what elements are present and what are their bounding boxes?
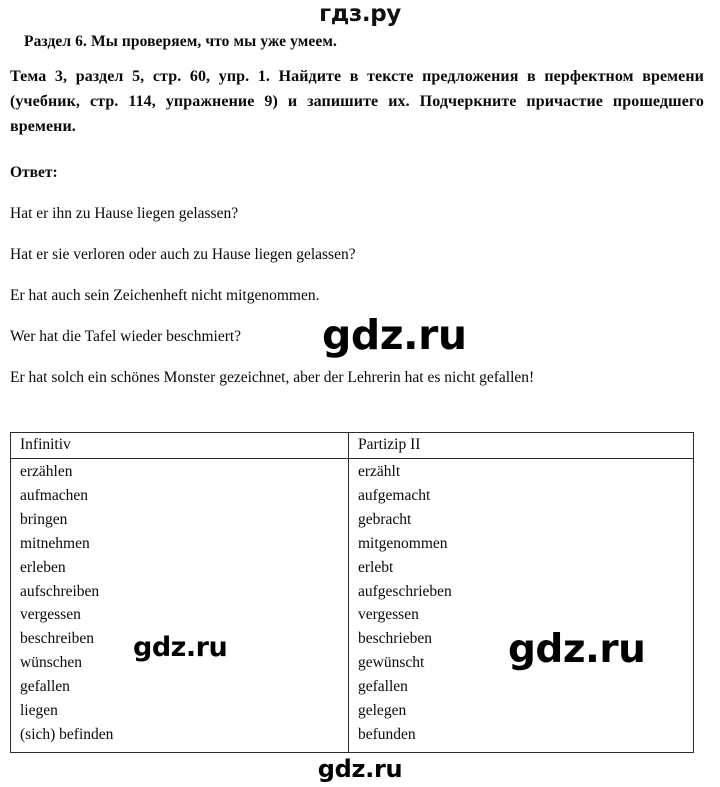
verb-table-container xyxy=(10,432,693,753)
table-cell-infinitiv xyxy=(11,459,349,753)
partizip-list xyxy=(358,460,693,747)
list-item: erleben xyxy=(20,558,66,576)
answer-line-4: Wer hat die Tafel wieder beschmiert? xyxy=(10,328,242,345)
list-item: vergessen xyxy=(358,606,419,624)
answer-label: Ответ: xyxy=(10,164,58,181)
task-statement: Тема 3, раздел 5, стр. 60, упр. 1. Найдите в тексте предложения в перфектном времени (учебник, стр. 114, упражнение 9) и запишите их. Подчеркните причастие прошедшего времени. xyxy=(10,68,704,135)
list-item: beschreiben xyxy=(20,630,95,648)
list-item: erlebt xyxy=(358,558,394,576)
table-cell-partizip xyxy=(349,459,694,753)
watermark-table-left: gdz.ru xyxy=(133,632,228,663)
table-header-row xyxy=(11,433,694,459)
list-item: erzählt xyxy=(358,463,401,480)
verb-table xyxy=(10,432,694,753)
table-row xyxy=(11,459,694,753)
table-header-partizip: Partizip II xyxy=(349,433,694,459)
list-item: erzählen xyxy=(20,463,73,480)
list-item: aufschreiben xyxy=(20,582,100,600)
answer-line-5: Er hat solch ein schönes Monster gezeichnet, aber der Lehrerin hat es nicht gefallen! xyxy=(10,369,535,386)
list-item: gelegen xyxy=(358,702,407,720)
site-logo-bottom: gdz.ru xyxy=(317,755,403,783)
list-item: (sich) befinden xyxy=(20,725,114,743)
infinitiv-list xyxy=(20,460,348,747)
list-item: wünschen xyxy=(20,654,82,672)
section-title: Раздел 6. Мы проверяем, что мы уже умеем. xyxy=(24,33,337,50)
list-item: mitgenommen xyxy=(358,534,448,552)
list-item: gebracht xyxy=(358,510,412,528)
list-item: aufgemacht xyxy=(358,486,431,504)
answer-line-3: Er hat auch sein Zeichenheft nicht mitgenommen. xyxy=(10,287,320,304)
answer-line-2: Hat er sie verloren oder auch zu Hause liegen gelassen? xyxy=(10,246,356,263)
list-item: befunden xyxy=(358,725,416,743)
watermark-table-right: gdz.ru xyxy=(508,627,646,672)
list-item: aufgeschrieben xyxy=(358,582,452,600)
watermark-middle: gdz.ru xyxy=(322,311,467,359)
list-item: vergessen xyxy=(20,606,81,624)
list-item: gefallen xyxy=(20,678,70,696)
document-content xyxy=(10,32,710,388)
list-item: bringen xyxy=(20,510,68,528)
list-item: beschrieben xyxy=(358,630,433,648)
list-item: mitnehmen xyxy=(20,534,90,552)
list-item: aufmachen xyxy=(20,486,88,504)
list-item: gewünscht xyxy=(358,654,425,672)
answer-line-1: Hat er ihn zu Hause liegen gelassen? xyxy=(10,205,239,222)
list-item: liegen xyxy=(20,702,58,720)
list-item: gefallen xyxy=(358,678,408,696)
site-logo-top: гдз.ру xyxy=(319,1,401,27)
table-header-infinitiv: Infinitiv xyxy=(11,433,349,459)
